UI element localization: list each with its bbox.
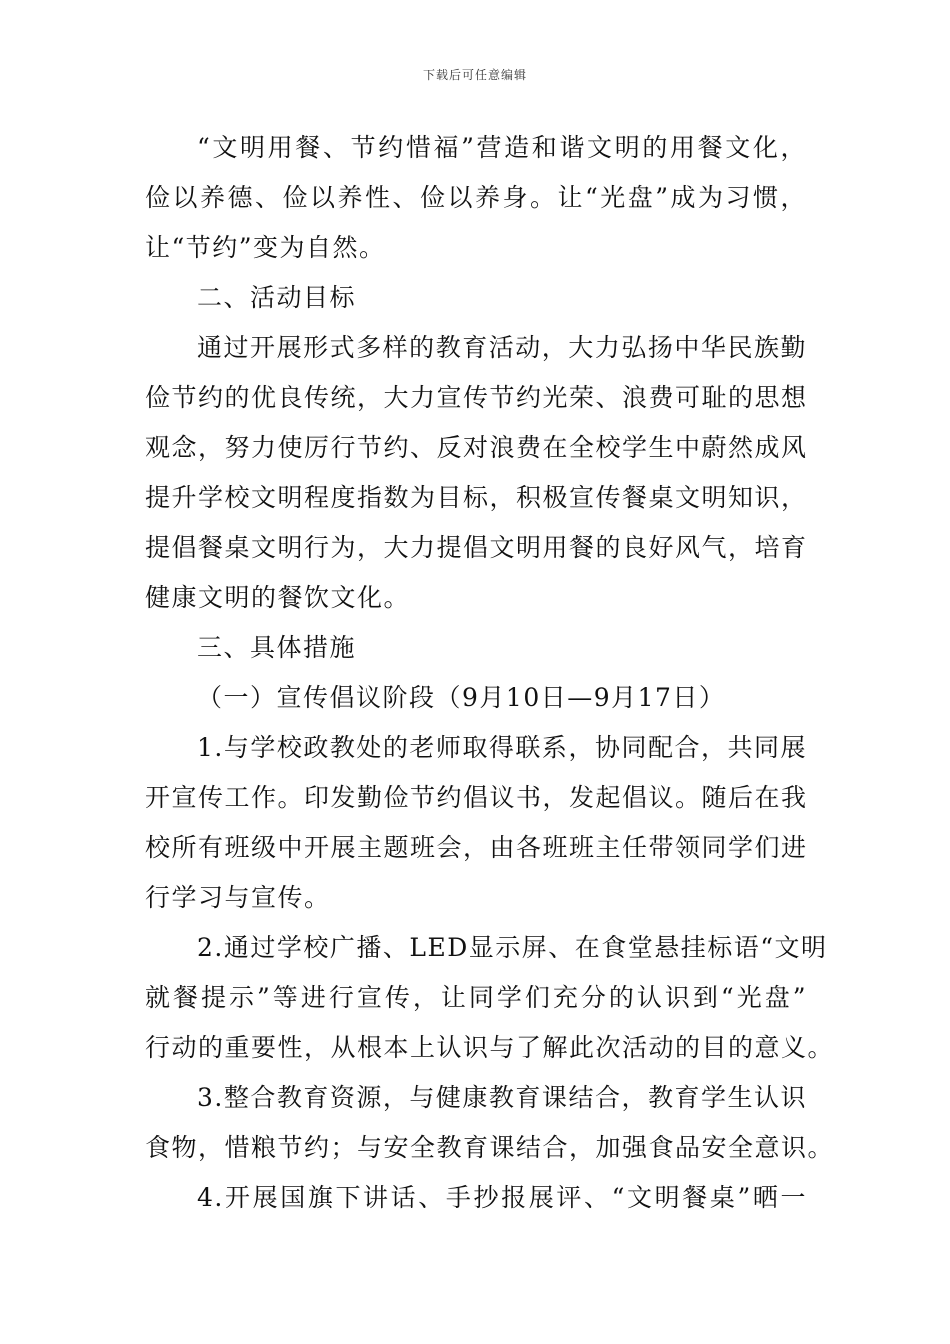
paragraph-line: 提升学校文明程度指数为目标，积极宣传餐桌文明知识， [145, 483, 808, 512]
paragraph-line: 就餐提示”等进行宣传，让同学们充分的认识到“光盘” [145, 983, 807, 1012]
paragraph-line: 提倡餐桌文明行为，大力提倡文明用餐的良好风气，培育 [145, 533, 808, 562]
paragraph-line: “文明用餐、节约惜福”营造和谐文明的用餐文化， [197, 133, 807, 162]
paragraph-line: 1.与学校政教处的老师取得联系，协同配合，共同展 [197, 733, 807, 762]
subsection-heading: （一）宣传倡议阶段（9月10日—9月17日） [197, 683, 726, 712]
paragraph-line: 行动的重要性，从根本上认识与了解此次活动的目的意义。 [145, 1033, 835, 1062]
paragraph-line: 4.开展国旗下讲话、手抄报展评、“文明餐桌”晒一 [197, 1183, 807, 1212]
section-heading: 二、活动目标 [197, 283, 357, 312]
paragraph-line: 健康文明的餐饮文化。 [145, 583, 411, 612]
page-header: 下载后可任意编辑 [422, 68, 527, 82]
paragraph-line: 3.整合教育资源，与健康教育课结合，教育学生认识 [197, 1083, 807, 1112]
paragraph-line: 俭节约的优良传统，大力宣传节约光荣、浪费可耻的思想 [145, 383, 808, 412]
paragraph-line: 通过开展形式多样的教育活动，大力弘扬中华民族勤 [197, 333, 807, 362]
paragraph-line: 观念，努力使厉行节约、反对浪费在全校学生中蔚然成风 [145, 433, 808, 462]
paragraph-line: 俭以养德、俭以养性、俭以养身。让“光盘”成为习惯， [145, 183, 807, 212]
section-heading: 三、具体措施 [197, 633, 357, 662]
paragraph-line: 开宣传工作。印发勤俭节约倡议书，发起倡议。随后在我 [145, 783, 808, 812]
paragraph-line: 食物，惜粮节约；与安全教育课结合，加强食品安全意识。 [145, 1133, 835, 1162]
paragraph-line: 让“节约”变为自然。 [145, 233, 386, 262]
paragraph-line: 2.通过学校广播、LED显示屏、在食堂悬挂标语“文明 [197, 933, 828, 962]
document-body [145, 126, 835, 1226]
paragraph-line: 校所有班级中开展主题班会，由各班班主任带领同学们进 [145, 833, 808, 862]
paragraph-line: 行学习与宣传。 [145, 883, 331, 912]
